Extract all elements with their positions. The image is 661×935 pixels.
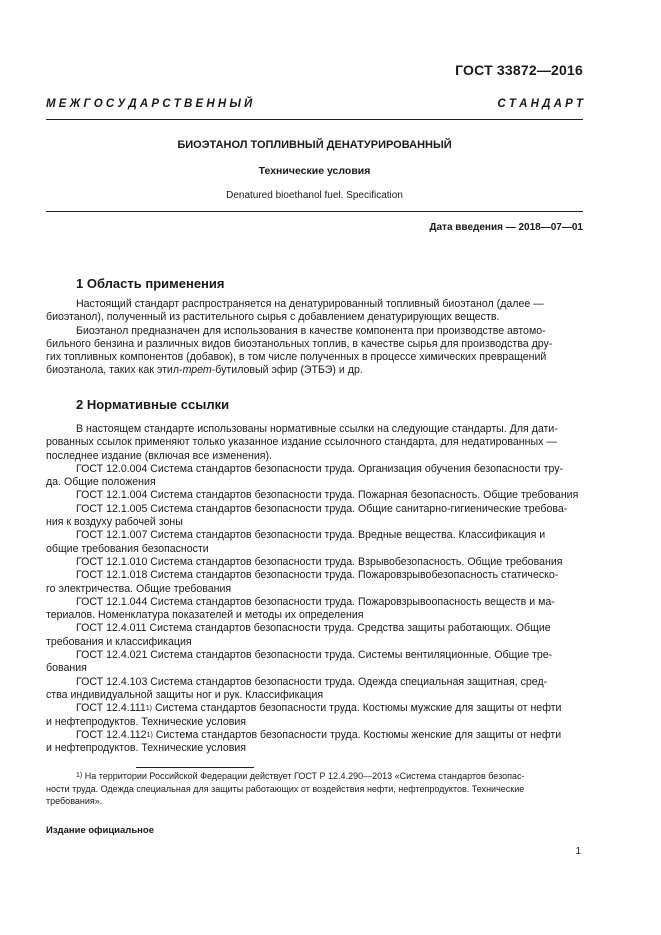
text-line: гих топливных компонентов (добавок), в том числе полученных в процессе химических превращений (46, 351, 547, 364)
reference-code: ГОСТ 12.4.111 (76, 702, 146, 715)
footnote-ref: 1) (145, 705, 152, 713)
text-line (46, 364, 583, 377)
italic-term: трет (182, 364, 212, 377)
reference-title: Система стандартов безопасности труда. Костюмы женские для защиты от нефти (152, 728, 562, 741)
reference-code: ГОСТ 12.4.112 (76, 728, 147, 741)
interstate-standard-banner (46, 98, 583, 110)
footnote-line: требования». (46, 796, 103, 806)
title-divider (46, 211, 583, 212)
text-line: В настоящем стандарте использованы нормативные ссылки на следующие стандарты. Для дати- (76, 423, 558, 435)
document-subtitle: Технические условия (258, 165, 371, 177)
reference-line: ГОСТ 12.1.018 Система стандартов безопасности труда. Пожаровзрывобезопасность статическо- (76, 569, 559, 582)
text-line: биоэтанол), полученный из растительного сырья с добавлением денатурирующих веществ. (46, 311, 500, 324)
text-line: последнее издание (включая все изменения). (46, 449, 272, 462)
reference-line: ГОСТ 12.1.007 Система стандартов безопасности труда. Вредные вещества. Классификация и (76, 529, 546, 542)
effective-date: Дата введения — 2018—07—01 (429, 222, 583, 233)
section-2-body (46, 423, 583, 755)
footnote-mark: 1) (76, 772, 83, 779)
text-fragment: -бутиловый эфир (ЭТБЭ) и др. (211, 364, 363, 377)
page-number: 1 (575, 846, 581, 857)
reference-line: и нефтепродуктов. Технические условия (46, 742, 247, 755)
official-edition-label: Издание официальное (46, 825, 154, 836)
reference-line: общие требования безопасности (46, 542, 209, 555)
reference-line: ства индивидуальной защиты ног и рук. Классификация (46, 688, 324, 701)
footnote-line (46, 770, 583, 783)
text-line: Биоэтанол предназначен для использования в качестве компонента при производстве автомо- (76, 324, 546, 337)
reference-line (46, 729, 583, 742)
text-line: бильного бензина и различных видов биоэтанольных топлив, в качестве сырья для производства дру- (46, 337, 553, 350)
reference-title: Система стандартов безопасности труда. Костюмы мужские для защиты от нефти (152, 702, 562, 715)
reference-line (46, 702, 583, 715)
reference-line: ГОСТ 12.1.004 Система стандартов безопасности труда. Пожарная безопасность. Общие требования (76, 489, 579, 502)
banner-word-standard: С Т А Н Д А Р Т (497, 98, 583, 110)
reference-line: ГОСТ 12.4.011 Система стандартов безопасности труда. Средства защиты работающих. Общие (76, 622, 551, 635)
text-line: рованных ссылок применяют только указанное издание ссылочного стандарта, для недатированных — (46, 436, 557, 449)
footnote (46, 770, 583, 808)
section-2-heading: 2 Нормативные ссылки (76, 397, 230, 412)
section-1-heading: 1 Область применения (76, 276, 225, 291)
reference-line: ГОСТ 12.4.103 Система стандартов безопасности труда. Одежда специальная защитная, сред- (76, 675, 548, 688)
text-fragment: биоэтанола, таких как этил- (46, 364, 183, 377)
footnote-divider (136, 767, 254, 768)
section-1-body (46, 298, 583, 378)
reference-line: териалов. Номенклатура показателей и методы их определения (46, 609, 364, 622)
footnote-ref: 1) (146, 731, 153, 739)
reference-line: и нефтепродуктов. Технические условия (46, 715, 247, 728)
reference-line: ния к воздуху рабочей зоны (46, 516, 183, 529)
reference-line: бования (46, 662, 87, 675)
document-title: БИОЭТАНОЛ ТОПЛИВНЫЙ ДЕНАТУРИРОВАННЫЙ (177, 139, 452, 151)
reference-line: ГОСТ 12.1.010 Система стандартов безопасности труда. Взрывобезопасность. Общие требования (76, 555, 563, 568)
standard-code: ГОСТ 33872—2016 (455, 62, 583, 78)
footnote-text: На территории Российской Федерации действует ГОСТ Р 12.4.290—2013 «Система стандартов безопас- (82, 771, 525, 781)
text-line: Настоящий стандарт распространяется на денатурированный топливный биоэтанол (далее — (76, 298, 544, 310)
reference-line: го электричества. Общие требования (46, 582, 232, 595)
english-title: Denatured bioethanol fuel. Specification (226, 190, 403, 201)
banner-word-interstate: М Е Ж Г О С У Д А Р С Т В Е Н Н Ы Й (46, 98, 253, 110)
footnote-line: ности труда. Одежда специальная для защиты работающих от воздействия нефти, нефтепродуктов. Технические (46, 783, 525, 794)
reference-line: ГОСТ 12.4.021 Система стандартов безопасности труда. Системы вентиляционные. Общие тре- (76, 649, 553, 662)
reference-line: ГОСТ 12.1.005 Система стандартов безопасности труда. Общие санитарно-гигиенические требова- (76, 502, 568, 515)
reference-line: ГОСТ 12.1.044 Система стандартов безопасности труда. Пожаровзрывоопасность веществ и ма- (76, 595, 555, 608)
reference-line: да. Общие положения (46, 476, 156, 489)
reference-line: ГОСТ 12.0.004 Система стандартов безопасности труда. Организация обучения безопасности тру- (76, 462, 564, 475)
reference-line: требования и классификация (46, 635, 192, 648)
header-divider (46, 119, 583, 120)
